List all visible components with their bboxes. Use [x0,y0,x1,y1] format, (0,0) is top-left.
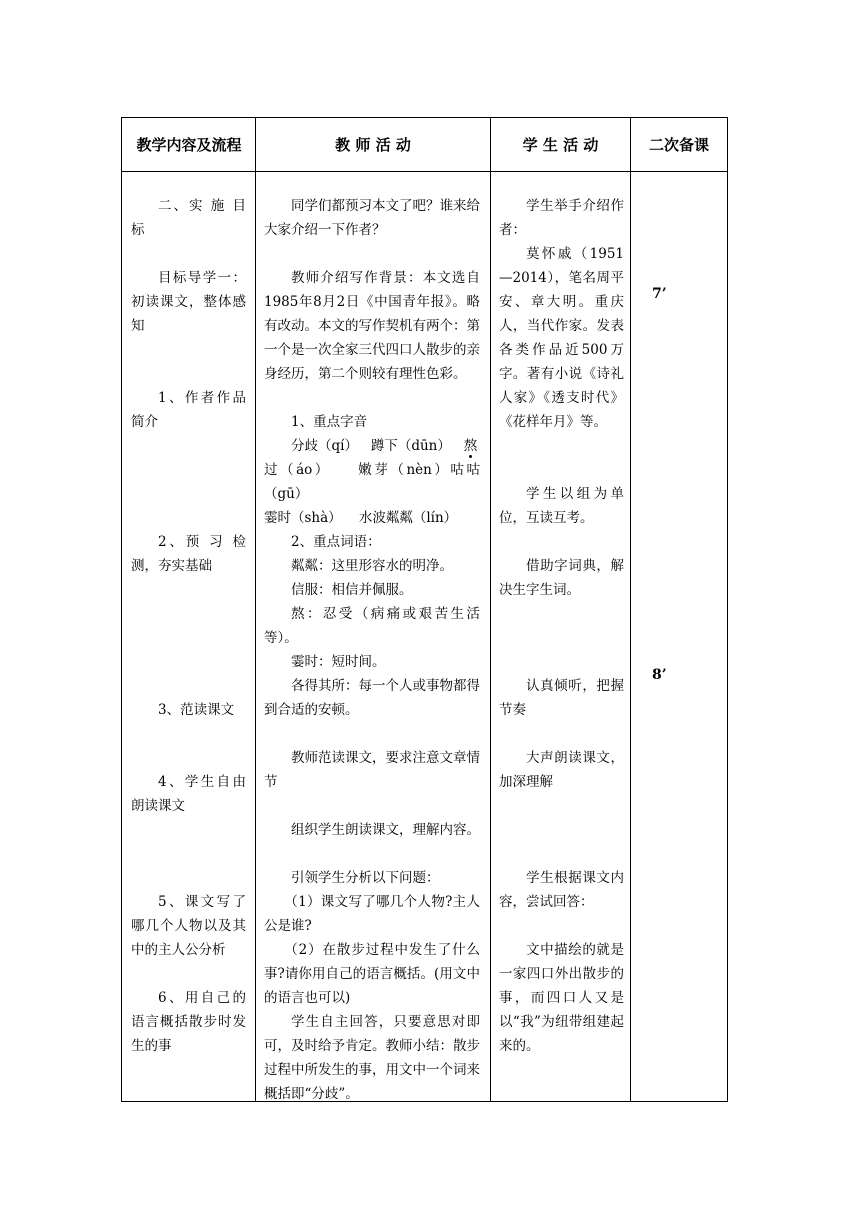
student-activity-column [499,194,624,1058]
question-item: （2）在散步过程中发生了什么事?请你用自己的语言概括。(用文中的语言也可以) [264,942,480,1006]
time-allocation: 8’ [652,667,667,683]
header-teacher-activity: 教 师 活 动 [335,135,411,154]
content-flow-column [131,194,246,1058]
student-attempt-answer: 学生根据课文内容，尝试回答： [499,870,624,910]
key-word-definition: 信服：相信并佩服。 [291,582,413,598]
teacher-activity-column [264,194,480,1106]
pronunciation-line [264,434,480,458]
teacher-guide-questions: 引领学生分析以下问题： [291,870,440,886]
student-listen: 认真倾听，把握节奏 [499,678,624,718]
header-divider [122,171,727,172]
question-item: （1）课文写了哪几个人物?主人公是谁? [264,894,480,934]
header-student-activity: 学 生 活 动 [522,135,599,154]
teacher-model-reading: 教师范读课文，要求注意文章情节 [264,750,480,790]
section-model-reading: 3、范读课文 [158,702,235,718]
student-answer-text: 文中描绘的就是一家四口外出散步的事，而四口人又是以“我”为纽带组建起来的。 [499,942,624,1054]
header-second-prep: 二次备课 [648,135,709,154]
student-group-test: 学生以组为单位，互读互考。 [499,486,624,526]
key-word-definition: 熬：忍受（病痛或艰苦生活等）。 [264,606,480,646]
student-use-dictionary: 借助字词典，解决生字生词。 [499,558,624,598]
section-character-analysis: 5、课文写了哪几个人物以及其中的主人公分析 [131,894,246,958]
key-pronunciation-heading: 1、重点字音 [291,414,368,430]
teacher-background-intro: 教师介绍写作背景：本文选自1985年8月2日《中国青年报》。略有改动。本文的写作契机有两个：第一个是一次全家三代四口人散步的亲身经历，第二个则较有理性色彩。 [264,270,480,382]
author-biography: 莫怀戚（1951—2014），笔名周平安、章大明。重庆人，当代作家。发表各类作品近500万字。著有小说《诗礼人家》《透支时代》《花样年月》等。 [499,246,624,430]
key-word-definition: 霎时：短时间。 [291,654,386,670]
teacher-organize-reading: 组织学生朗读课文，理解内容。 [291,822,480,838]
pronunciation-item: 分歧（qí） [291,438,358,454]
key-words-heading: 2、重点词语： [291,534,381,550]
lesson-plan-table [121,117,728,1102]
pronunciation-item: 蹲下（dūn） [370,438,451,454]
pronunciation-item: 水波粼粼（lín） [358,510,458,526]
teacher-author-question: 同学们都预习本文了吧？谁来给大家介绍一下作者？ [264,198,480,238]
key-word-definition: 粼粼：这里形容水的明净。 [291,558,453,574]
pronunciation-item: 嫩芽（nèn）咕咕（gū） [264,462,480,502]
header-content-flow: 教学内容及流程 [136,135,242,154]
pronunciation-line [264,458,480,506]
pronunciation-item: 熬 [463,438,478,454]
teacher-summary: 学生自主回答，只要意思对即可，及时给予肯定。教师小结：散步过程中所发生的事，用文中一个词来概括即“分歧”。 [264,1014,480,1102]
student-read-aloud: 大声朗读课文，加深理解 [499,750,624,790]
pronunciation-line [264,506,480,530]
column-divider [490,118,491,1101]
section-free-reading: 4、学生自由朗读课文 [131,774,246,814]
section-goal-guide-one: 目标导学一：初读课文，整体感知 [131,270,246,334]
section-summarize-events: 6、用自己的语言概括散步时发生的事 [131,990,246,1054]
section-goal-implementation: 二、实 施 目标 [131,198,246,238]
section-preview-check: 2、预 习 检测，夯实基础 [131,534,246,574]
key-word-definition: 各得其所：每一个人或事物都得到合适的安顿。 [264,678,480,718]
column-divider [630,118,631,1101]
pronunciation-item: 过（áo） [264,462,331,478]
student-introduce-author: 学生举手介绍作者： [499,198,624,238]
time-allocation: 7’ [652,286,667,302]
column-divider [255,118,256,1101]
pronunciation-item: 霎时（shà） [264,510,342,526]
section-author-intro: 1、作者作品简介 [131,390,246,430]
